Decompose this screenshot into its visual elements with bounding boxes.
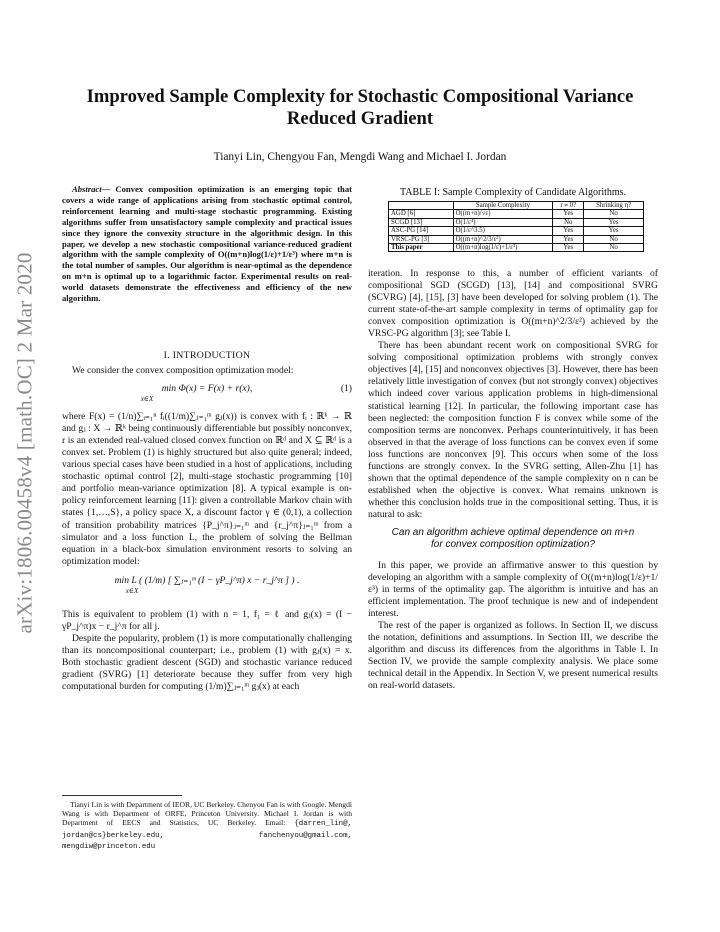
footnote xyxy=(62,800,352,852)
table-row xyxy=(389,227,644,235)
table-header-cell xyxy=(389,202,454,210)
table-row xyxy=(389,235,644,243)
table-cell: No xyxy=(584,244,644,252)
abstract-text: — Convex composition optimization is an emerging topic that covers a wide range of applications arising from stochastic optimal control, reinforcement learning and multi-stage stochastic programming. Existing algorithms suffer from unsatisfactory sample complexity and practical issues since they ignore the convexity structure in the algorithmic design. In this paper, we develop a new stochastic compositional variance-reduced gradient algorithm with the sample complexity of O((m+n)log(1/ε)+1/ε³) where m+n is the total number of samples. Our algorithm is near-optimal as the dependence on m+n is optimal up to a logarithmic factor. Experimental results on real-world datasets demonstrate the effectiveness and efficiency of the new algorithm. xyxy=(62,184,352,304)
table-cell: VRSC-PG [3] xyxy=(389,235,454,243)
table-header-cell: Sample Complexity xyxy=(453,202,553,210)
table-cell: No xyxy=(584,235,644,243)
right-paragraph-4: The rest of the paper is organized as follows. In Section II, we discuss the notation, definitions and assumptions. In Section III, we describe the algorithm and discuss its differences from the algorithms in Table I. In Section IV, we provide the sample complexity analysis. We place some technical detail in the Appendix. In Section V, we present numerical results on real-world datasets. xyxy=(368,620,658,692)
table-row xyxy=(389,244,644,252)
table-cell: O((m+n)/√ε) xyxy=(453,210,553,218)
footnote-rule xyxy=(62,795,182,796)
section-heading: I. INTRODUCTION xyxy=(163,350,251,361)
arxiv-id: arXiv:1806.00458v4 [math.OC] 2 Mar 2020 xyxy=(12,252,37,634)
table-cell: O(1/ε^3.5) xyxy=(453,227,553,235)
paper-authors: Tianyi Lin, Chengyou Fan, Mengdi Wang and Michael I. Jordan xyxy=(213,151,507,163)
table-cell: This paper xyxy=(389,244,454,252)
equation-1-subscript: x∈X xyxy=(140,395,154,404)
introduction-section xyxy=(62,350,352,693)
footnote-text: Tianyi Lin is with Department of IEOR, UC Berkeley. Chenyou Fan is with Google. Mengdi Wang is with Department of ORFE, Princeton University. Michael I. Jordan is with Department of EECS and Statistics, UC Berkeley. Email: xyxy=(62,800,352,828)
table-cell: ASC-PG [14] xyxy=(389,227,454,235)
table-row xyxy=(389,218,644,226)
paper-title: Improved Sample Complexity for Stochastic Compositional Variance Reduced Gradient xyxy=(86,86,634,129)
intro-paragraph-3: This is equivalent to problem (1) with n = 1, f₁ = ℓ and gⱼ(x) = (I − γP_j^π)x − r_j^π for all j. xyxy=(62,608,352,632)
equation-1 xyxy=(62,383,352,405)
table-row xyxy=(389,210,644,218)
abstract-label: Abstract xyxy=(72,184,102,194)
table-header-row xyxy=(389,202,644,210)
right-column xyxy=(368,268,658,693)
sample-complexity-table xyxy=(388,201,644,252)
table-cell: AGD [6] xyxy=(389,210,454,218)
table-cell: SCGD [13] xyxy=(389,218,454,226)
footnote-emails: {darren_lin@, jordan@cs}berkeley.edu, fanchenyou@gmail.com, mengdiw@princeton.edu xyxy=(62,820,352,851)
intro-paragraph-4: Despite the popularity, problem (1) is more computationally challenging than its noncompositional counterpart; i.e., problem (1) with gⱼ(x) = x. Both stochastic gradient descent (SGD) and stochastic variance reduced gradient (SVRG) [1] deteriorate because they suffer from very high computational burden for computing (1/m)∑ⱼ₌₁ᵐ gⱼ(x) at each xyxy=(62,632,352,692)
equation-2-subscript: x∈X xyxy=(125,586,139,595)
table-cell: No xyxy=(584,210,644,218)
arxiv-stamp xyxy=(8,206,42,680)
right-paragraph-2: There has been abundant recent work on compositional SVRG for solving compositional optimization problems with strongly convex objectives [4], [15] and nonconvex objectives [3]. However, there has been relatively little investigation of convex (but not strongly convex) objectives which indeed cover various application problems in high-dimensional statistical learning [12]. In particular, the following important case has been neglected: the composition function F is convex while some of the composition terms are nonconvex. Perhaps counterintuitively, it has been observed in that the average of loss functions can be convex even if some loss functions are nonconvex [9]. This occurs when some of the loss functions are strongly convex. In the SVRG setting, Allen-Zhu [1] has shown that the optimal dependence of the sample complexity on n can be established when the objective is convex. What remains unknown is whether this conclusion holds true in the compositional setting. Thus, it is natural to ask: xyxy=(368,340,658,520)
table-cell: O((m+n)log(1/ε)+1/ε³) xyxy=(453,244,553,252)
table-cell: Yes xyxy=(553,227,584,235)
research-question: Can an algorithm achieve optimal dependence on m+n for convex composition optimization? xyxy=(391,526,635,551)
table-cell: Yes xyxy=(584,218,644,226)
equation-2 xyxy=(62,575,352,605)
right-paragraph-3: In this paper, we provide an affirmative answer to this question by developing an algorithm with a sample complexity of O((m+n)log(1/ε)+1/ε³) in terms of the optimality gap. The algorithm is intuitive and has an efficient implementation. The proof technique is new and of independent interest. xyxy=(368,559,658,620)
table-cell: O((m+n)^2/3/ε²) xyxy=(453,235,553,243)
table-cell: No xyxy=(553,218,584,226)
table-header-cell: r ≠ 0? xyxy=(553,202,584,210)
table-cell: O(1/ε⁴) xyxy=(453,218,553,226)
table-cell: Yes xyxy=(553,235,584,243)
intro-paragraph-1: We consider the convex composition optimization model: xyxy=(72,365,294,377)
abstract xyxy=(62,184,352,304)
table-cell: Yes xyxy=(584,227,644,235)
equation-1-number: (1) xyxy=(340,383,352,395)
table-header-cell: Shrinking η? xyxy=(584,202,644,210)
right-paragraph-1: iteration. In response to this, a number of efficient variants of compositional SGD (SCGD) [13], [14] and compositional SVRG (SCVRG) [4], [15], [3] have been developed for solving problem (1). The current state-of-the-art sample complexity in terms of optimality gap for convex composition optimization is O((m+n)^2/3/ε²) achieved by the VRSC-PG algorithm [3]; see Table I. xyxy=(368,268,658,340)
intro-paragraph-2: where F(x) = (1/n)∑ᵢ₌₁ⁿ fᵢ((1/m)∑ⱼ₌₁ᵐ gⱼ(x)) is convex with fᵢ : ℝᵏ → ℝ and gⱼ : X → ℝᵏ being continuously differentiable but possibly nonconvex, r is an extended real-valued closed convex function on ℝᵈ and X ⊆ ℝᵈ is a convex set. Problem (1) is highly structured but also quite general; indeed, various special cases have been studied in a host of applications, including stochastic optimal control [2], multi-stage stochastic programming [10] and portfolio mean-variance optimization [8]. A typical example is on-policy reinforcement learning [11]: given a controllable Markov chain with states {1,…,S}, a policy space X, a discount factor γ ∈ (0,1), a collection of transition probability matrices {P_j^π}ⱼ₌₁ᵐ and {r_j^π}ⱼ₌₁ᵐ from a simulator and a loss function L, the problem of solving the Bellman equation in a black-box simulation environment resorts to solving an optimization model: xyxy=(62,411,352,567)
equation-2-body: min L ( (1/m) [ ∑ⱼ₌₁ᵐ (I − γP_j^π) x − r_j^π ] ) . xyxy=(114,574,300,586)
table-cell: Yes xyxy=(553,244,584,252)
table-cell: Yes xyxy=(553,210,584,218)
equation-1-body: min Φ(x) = F(x) + r(x), xyxy=(161,383,253,395)
table-caption: TABLE I: Sample Complexity of Candidate Algorithms. xyxy=(399,187,627,198)
